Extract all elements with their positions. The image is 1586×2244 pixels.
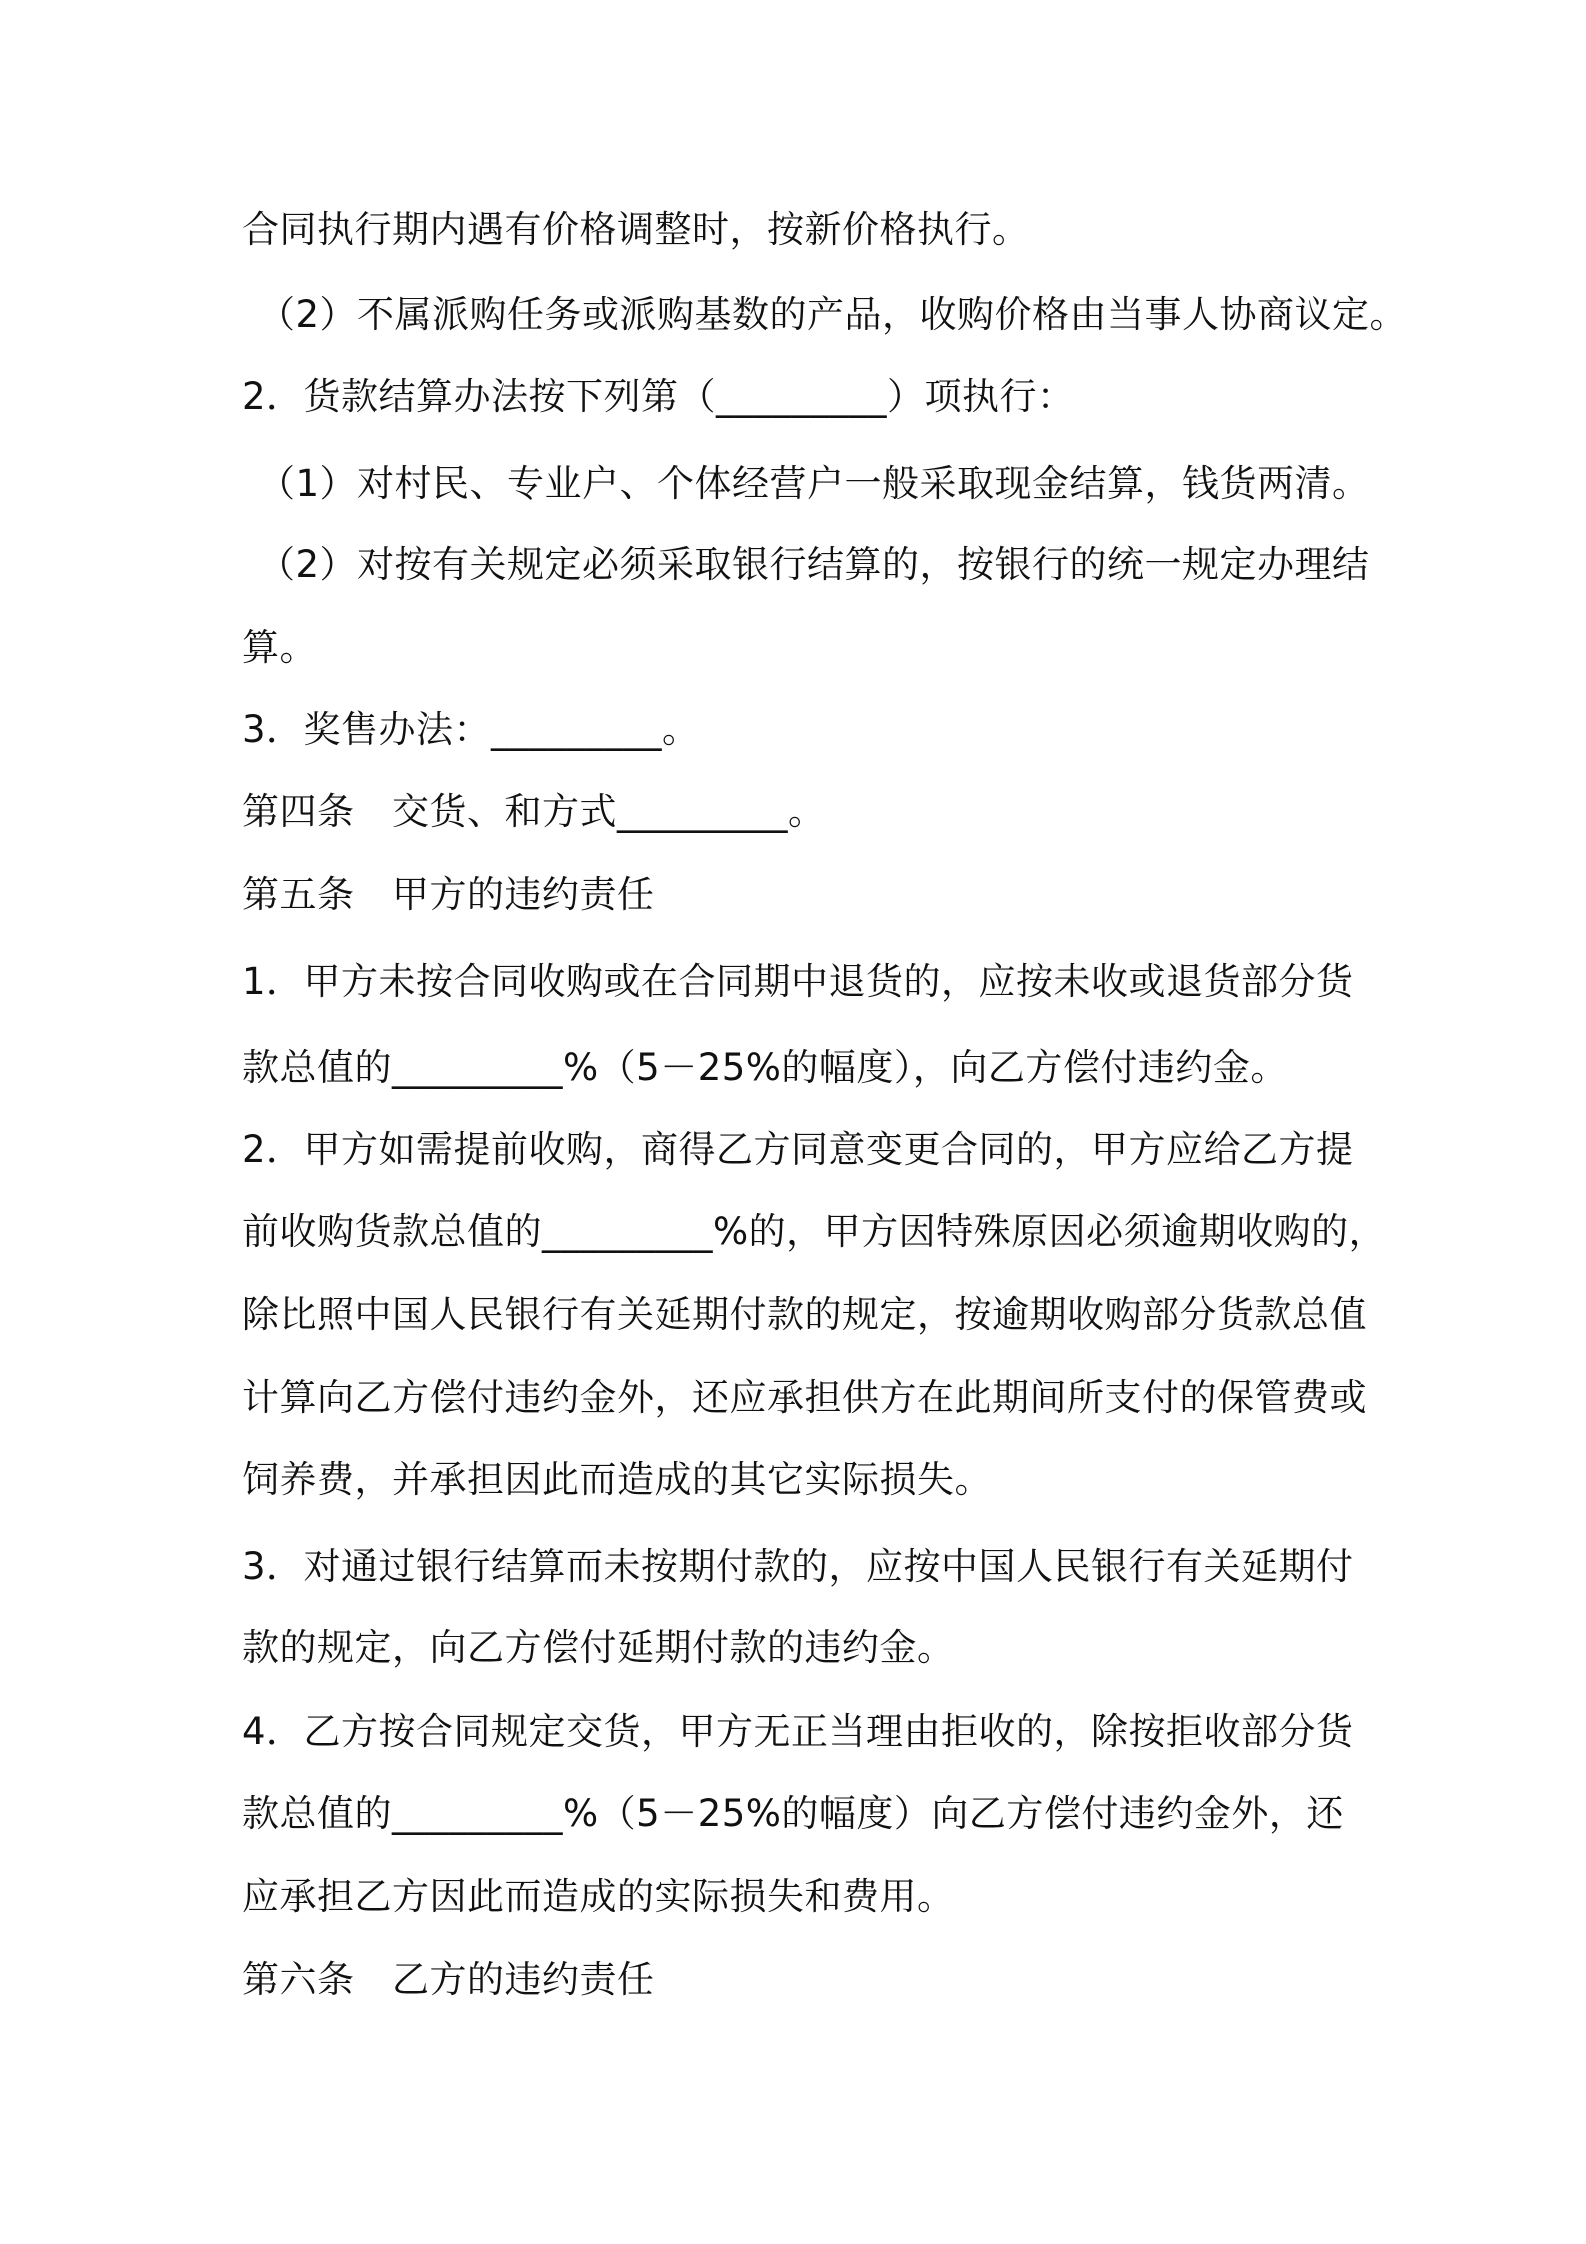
paragraph-line: 款的规定，向乙方偿付延期付款的违约金。 [242,1626,955,1669]
paragraph-line: 第四条 交货、和方式_________。 [242,790,826,833]
paragraph-line: 款总值的_________%（5－25%的幅度）向乙方偿付违约金外，还 [242,1792,1344,1835]
paragraph-line: 除比照中国人民银行有关延期付款的规定，按逾期收购部分货款总值 [242,1293,1367,1336]
paragraph-line: 3．对通过银行结算而未按期付款的，应按中国人民银行有关延期付 [242,1545,1354,1588]
paragraph-line: 算。 [242,626,317,669]
paragraph-line: 1．甲方未按合同收购或在合同期中退货的，应按未收或退货部分货 [242,960,1354,1003]
paragraph-line: 4．乙方按合同规定交货，甲方无正当理由拒收的，除按拒收部分货 [242,1710,1354,1753]
paragraph-line: 2．甲方如需提前收购，商得乙方同意变更合同的，甲方应给乙方提 [242,1128,1354,1171]
paragraph-line: （2）不属派购任务或派购基数的产品，收购价格由当事人协商议定。 [258,293,1408,336]
paragraph-line: 前收购货款总值的_________%的，甲方因特殊原因必须逾期收购的， [242,1210,1387,1253]
paragraph-line: 合同执行期内遇有价格调整时，按新价格执行。 [242,208,1030,251]
paragraph-line: （2）对按有关规定必须采取银行结算的，按银行的统一规定办理结 [258,543,1370,586]
paragraph-line: 饲养费，并承担因此而造成的其它实际损失。 [242,1458,992,1501]
paragraph-line: 2．货款结算办法按下列第（_________）项执行： [242,375,1075,418]
paragraph-line: （1）对村民、专业户、个体经营户一般采取现金结算，钱货两清。 [258,462,1370,505]
paragraph-line: 款总值的_________%（5－25%的幅度），向乙方偿付违约金。 [242,1046,1288,1089]
section-heading: 第五条 甲方的违约责任 [242,873,655,916]
paragraph-line: 计算向乙方偿付违约金外，还应承担供方在此期间所支付的保管费或 [242,1376,1367,1419]
paragraph-line: 应承担乙方因此而造成的实际损失和费用。 [242,1875,955,1918]
paragraph-line: 3．奖售办法：_________。 [242,708,700,751]
section-heading: 第六条 乙方的违约责任 [242,1958,655,2001]
